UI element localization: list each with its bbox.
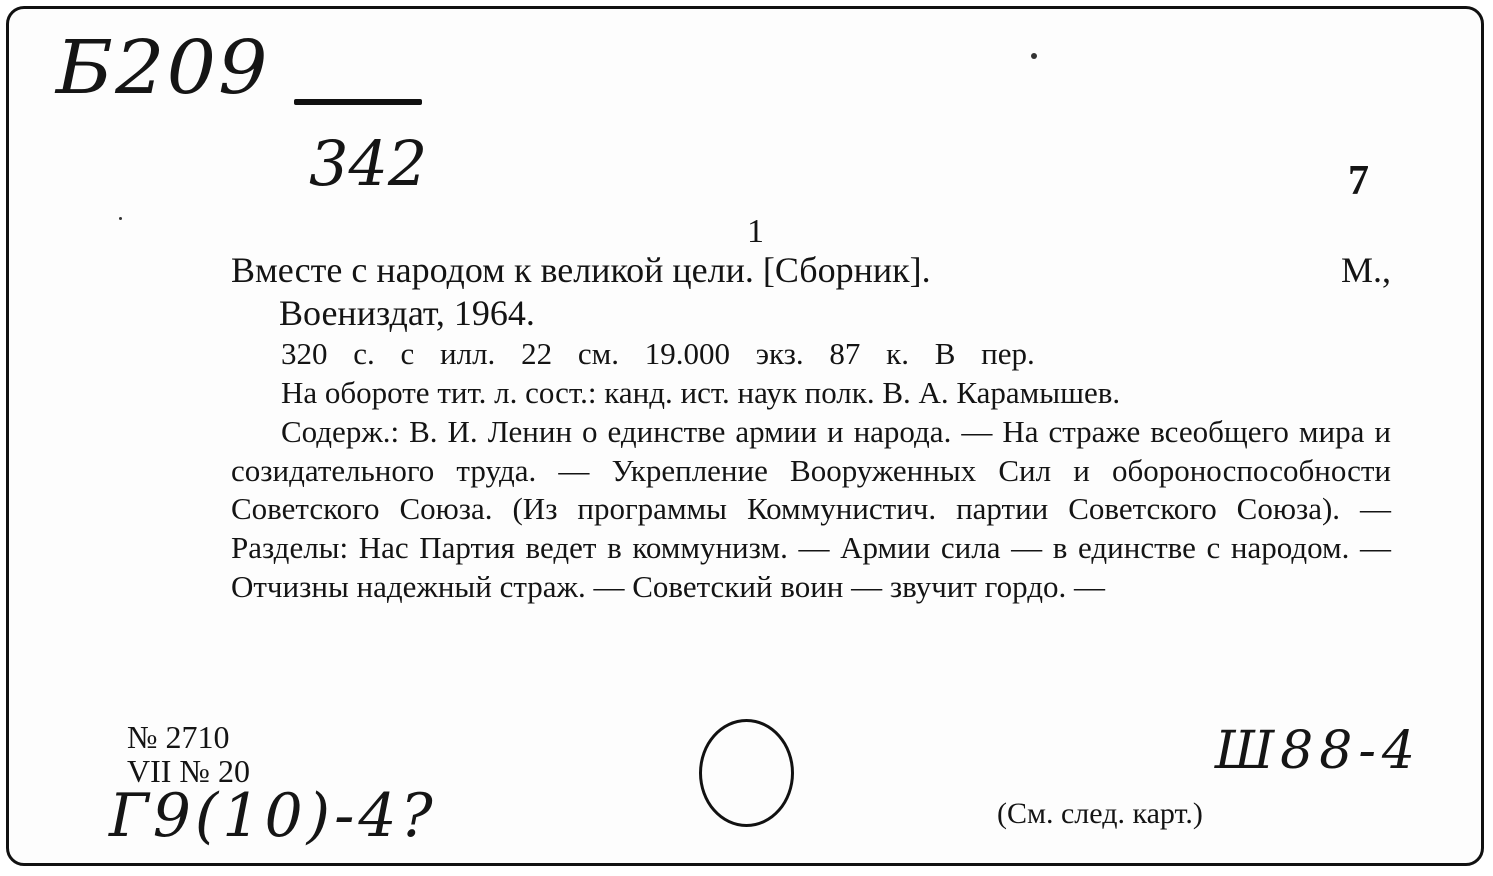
details-block [231, 335, 1391, 606]
catalog-card [6, 6, 1484, 866]
reference-notes [127, 721, 250, 788]
pages: 320 с. с илл. [281, 336, 496, 372]
sub-number: 342 [309, 127, 428, 200]
contents: Содерж.: В. И. Ленин о единстве армии и народа. — На страже всеобщего мира и созидательного труда. — Укрепление Вооруженных Сил и обороноспособности Советского Союза. (Из программы Коммунистич. партии Советского Союза). — Разделы: Нас Партия ведет в коммунизм. — Армии сила — в единстве с народом. — Отчизны надежный страж. — Советский воин — звучит гордо. — [231, 413, 1391, 604]
bibliographic-entry [231, 249, 1391, 607]
title-line [231, 249, 1391, 292]
book-title: Вместе с народом к великой цели. [Сборник]. [231, 250, 931, 290]
ref-number: № 2710 [127, 719, 230, 755]
physical-description [231, 335, 1391, 374]
print-run: 19.000 экз. 87 к. В пер. [644, 336, 1035, 372]
card-number: 7 [1348, 158, 1369, 204]
size: 22 см. [521, 336, 619, 372]
publication-place: М., [1340, 250, 1391, 290]
handwritten-code: Ш88-4 [1214, 721, 1421, 781]
call-number: Б209 [55, 25, 270, 111]
ink-speck [119, 217, 122, 220]
ref-series: VII № 20 [127, 752, 250, 789]
ink-speck [1031, 53, 1037, 59]
note: На обороте тит. л. сост.: канд. ист. наук полк. В. А. Карамышев. [281, 375, 1121, 411]
entry-number: 1 [747, 213, 764, 250]
handwritten-classification: Г9(10)-4? [109, 781, 437, 851]
continuation-note: (См. след. карт.) [997, 797, 1203, 830]
publisher: Воениздат, 1964. [279, 293, 535, 334]
call-number-underline [294, 99, 422, 105]
circle-stamp [699, 719, 794, 827]
